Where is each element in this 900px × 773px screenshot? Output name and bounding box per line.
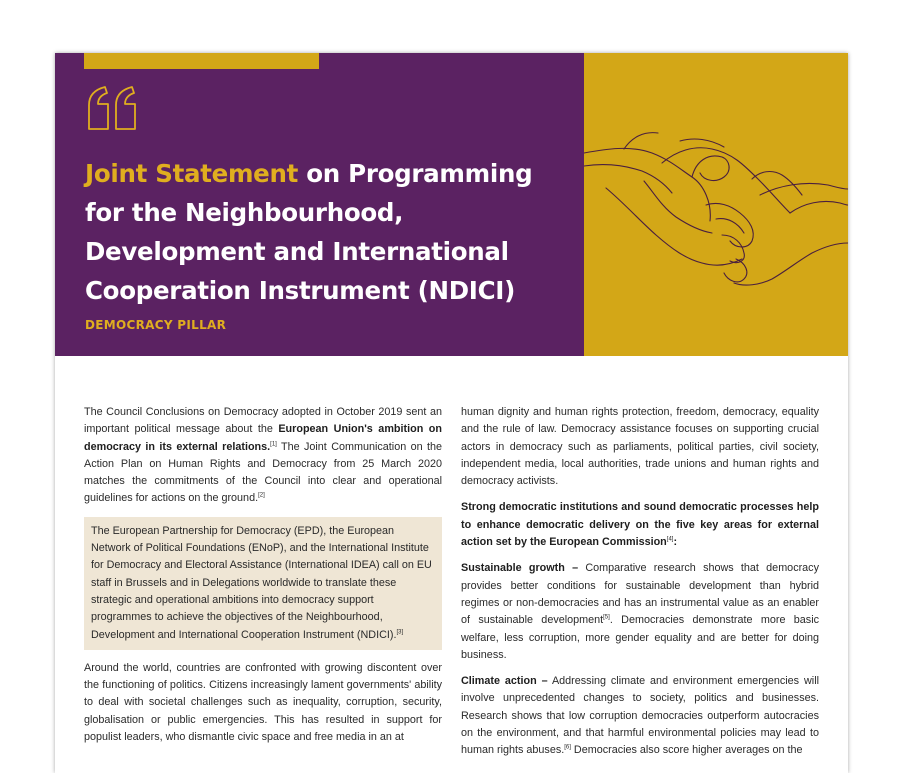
footnote-ref-2[interactable]: [2] bbox=[258, 492, 265, 499]
intro-bold: European Union's ambition on democracy in its external relations. bbox=[84, 423, 442, 453]
illustration-panel bbox=[584, 53, 848, 356]
footnote-ref-5[interactable]: [5] bbox=[603, 614, 610, 621]
page-title bbox=[85, 154, 575, 310]
key-areas-bold: Strong democratic institutions and sound democratic processes help to enhance democratic delivery on the five key areas for external action set by the European Commission bbox=[461, 501, 819, 549]
callout-box bbox=[84, 517, 442, 650]
climate-action-paragraph bbox=[461, 673, 819, 759]
gold-accent-tab bbox=[84, 53, 319, 69]
sustainable-growth-paragraph bbox=[461, 560, 819, 664]
header-banner bbox=[55, 53, 584, 356]
handshake-illustration bbox=[584, 53, 848, 356]
intro-paragraph bbox=[84, 404, 442, 508]
footnote-ref-3[interactable]: [3] bbox=[396, 628, 404, 635]
values-paragraph: human dignity and human rights protection, freedom, democracy, equality and the rule of law. Democracy assistance focuses on supporting crucial actors in democracy such as parliaments, political parties, civil society, independent media, local authorities, trade unions and human rights and democracy activists. bbox=[461, 406, 819, 488]
climate-action-heading: Climate action – bbox=[461, 675, 548, 688]
callout-text: The European Partnership for Democracy (EPD), the European Network of Political Foundations (ENoP), and the International Institute for Democracy and Electoral Assistance (International IDEA) call on EU staff in Brussels and in Delegations worldwide to translate these strategic and operational ambitions into democracy support programmes to achieve the objectives of the Neighbourhood, Development and International Cooperation Instrument (NDICI). bbox=[91, 524, 432, 641]
quote-icon bbox=[83, 83, 143, 133]
sustainable-growth-text-b: . Democracies demonstrate more basic welfare, less corruption, more gender equality and are better for doing business. bbox=[461, 614, 819, 661]
title-highlight: Joint Statement bbox=[85, 159, 299, 188]
right-text-column bbox=[461, 404, 819, 769]
footnote-ref-4[interactable]: [4] bbox=[666, 536, 674, 543]
footnote-ref-1[interactable]: [1] bbox=[270, 441, 277, 447]
climate-action-text-a: Addressing climate and environment emergencies will involve unprecedented changes to society, politics and businesses. Research shows that low corruption democracies outperform autocracies on the environment, and that harmful environmental policies may lead to human rights abuses. bbox=[461, 675, 819, 757]
key-areas-paragraph bbox=[461, 499, 819, 551]
climate-action-text-b: Democracies also score higher averages on the bbox=[570, 744, 803, 757]
footnote-ref-6[interactable]: [6] bbox=[564, 744, 571, 751]
intro-text-a: The Council Conclusions on Democracy adopted in October 2019 sent an important political message about the bbox=[84, 406, 442, 436]
sustainable-growth-text-a: Comparative research shows that democracy provides better conditions for sustainable development than hybrid regimes or non-democracies and has an instrumental value as an enabler of sustainable development bbox=[461, 562, 819, 627]
left-text-column bbox=[84, 404, 442, 755]
intro-text-b: The Joint Communication on the Action Plan on Human Rights and Democracy from 25 March 2020 matches the commitments of the Council into clear and operational guidelines for actions on the ground. bbox=[84, 440, 442, 505]
sustainable-growth-heading: Sustainable growth – bbox=[461, 562, 579, 575]
pillar-subtitle: DEMOCRACY PILLAR bbox=[85, 318, 227, 332]
title-rest: on Programming for the Neighbourhood, Development and International Cooperation Instrument (NDICI) bbox=[85, 159, 533, 305]
context-paragraph: Around the world, countries are confronted with growing discontent over the functioning of politics. Citizens increasingly lament governments' ability to deal with societal challenges such as inequality, corruption, security, globalisation or public emergencies. This has resulted in support for populist leaders, who dismantle civic space and free media in an at bbox=[84, 661, 442, 744]
document-page bbox=[55, 53, 848, 773]
key-areas-colon: : bbox=[673, 536, 678, 549]
